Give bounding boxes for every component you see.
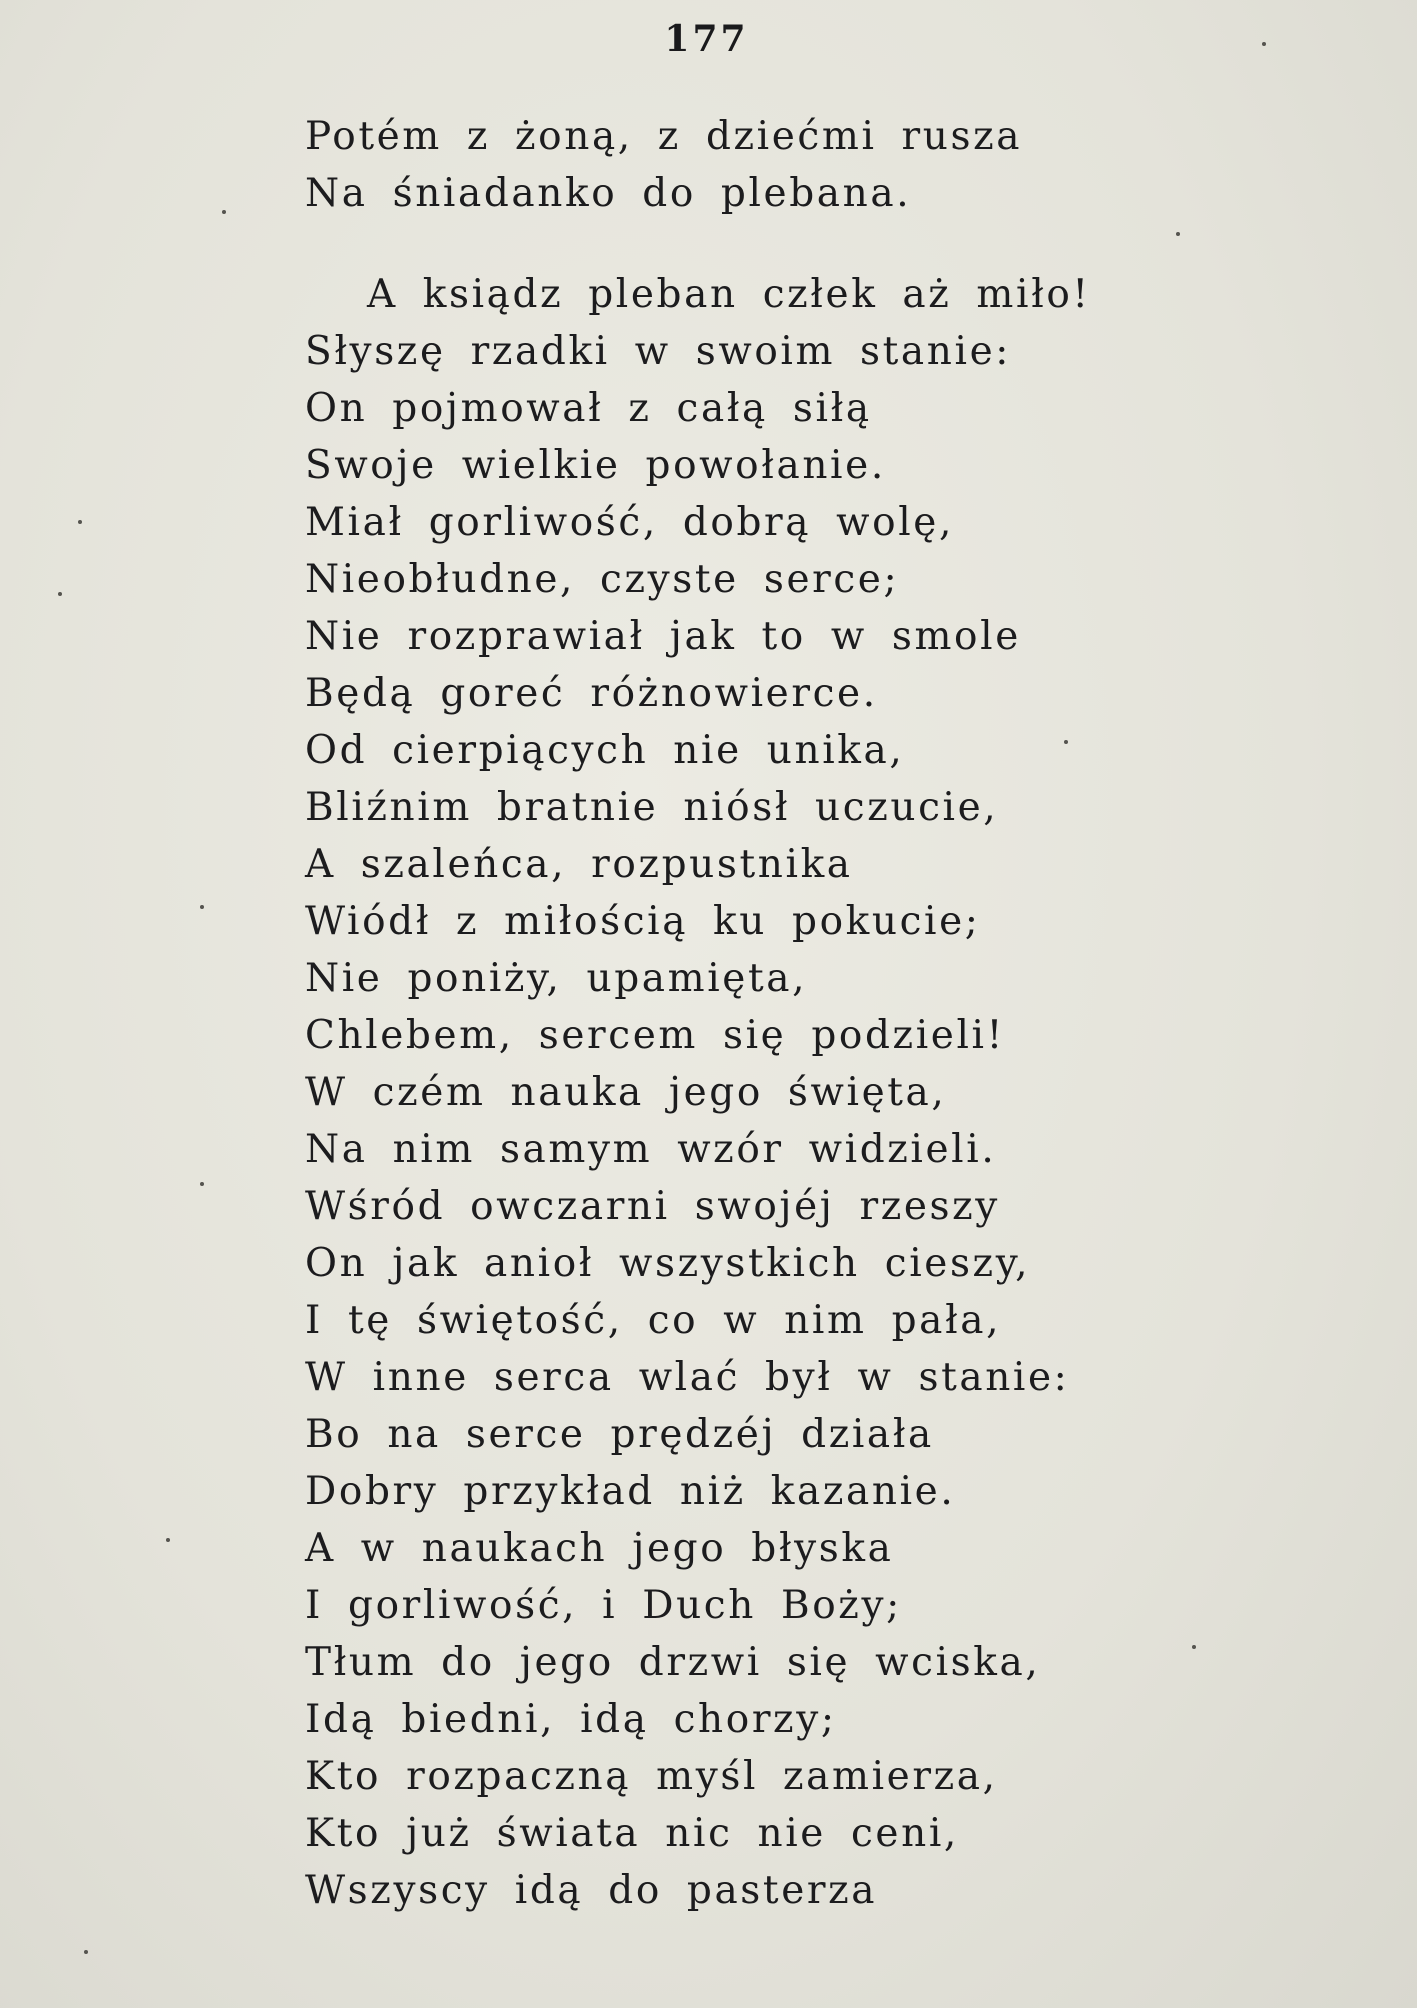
poem-line: Chlebem, sercem się podzieli! [305,1013,1005,1058]
poem-line: Nie rozprawiał jak to w smole [305,614,1021,659]
poem-line: Miał gorliwość, dobrą wolę, [305,500,954,545]
poem-line: Na śniadanko do plebana. [305,171,912,216]
paper-speck [58,592,62,596]
poem-line: Wszyscy idą do pasterza [305,1868,878,1913]
paper-speck [222,210,226,214]
poem-line: A ksiądz pleban człek aż miło! [367,272,1091,317]
poem-line: Będą goreć różnowierce. [305,671,878,716]
poem-line: Na nim samym wzór widzieli. [305,1127,997,1172]
poem-line: A szaleńca, rozpustnika [305,842,853,887]
poem-line: Swoje wielkie powołanie. [305,443,886,488]
paper-speck [1064,740,1068,744]
paper-speck [166,1538,170,1542]
poem-line: Potém z żoną, z dziećmi rusza [305,114,1023,159]
poem-line: Nie poniży, upamięta, [305,956,808,1001]
poem-line: Tłum do jego drzwi się wciska, [305,1640,1041,1685]
poem-line: Wiódł z miłością ku pokucie; [305,899,981,944]
paper-speck [200,905,204,909]
paper-speck [78,520,82,524]
poem-line: Słyszę rzadki w swoim stanie: [305,329,1011,374]
poem-line: I gorliwość, i Duch Boży; [305,1583,902,1628]
poem-line: On jak anioł wszystkich cieszy, [305,1241,1031,1286]
poem-line: Od cierpiących nie unika, [305,728,905,773]
paper-speck [1176,232,1180,236]
poem-line: On pojmował z całą siłą [305,386,872,431]
poem-line: Kto już świata nic nie ceni, [305,1811,959,1856]
poem-line: W inne serca wlać był w stanie: [305,1355,1070,1400]
poem-line: W czém nauka jego święta, [305,1070,947,1115]
stanza [305,108,1365,222]
poem-line: Bliźnim bratnie niósł uczucie, [305,785,999,830]
paper-speck [200,1182,204,1186]
stanza [305,266,1365,1919]
paper-speck [84,1950,88,1954]
poem-line: Dobry przykład niż kazanie. [305,1469,956,1514]
poem-line: Nieobłudne, czyste serce; [305,557,900,602]
paper-speck [1192,1645,1196,1649]
paper-speck [1262,42,1266,46]
page-number: 177 [664,18,749,60]
poem-text [305,108,1365,1919]
poem-line: Wśród owczarni swojéj rzeszy [305,1184,1000,1229]
poem-line: A w naukach jego błyska [305,1526,894,1571]
poem-line: Idą biedni, idą chorzy; [305,1697,837,1742]
poem-line: Bo na serce prędzéj działa [305,1412,934,1457]
poem-line: I tę świętość, co w nim pała, [305,1298,1002,1343]
poem-line: Kto rozpaczną myśl zamierza, [305,1754,998,1799]
